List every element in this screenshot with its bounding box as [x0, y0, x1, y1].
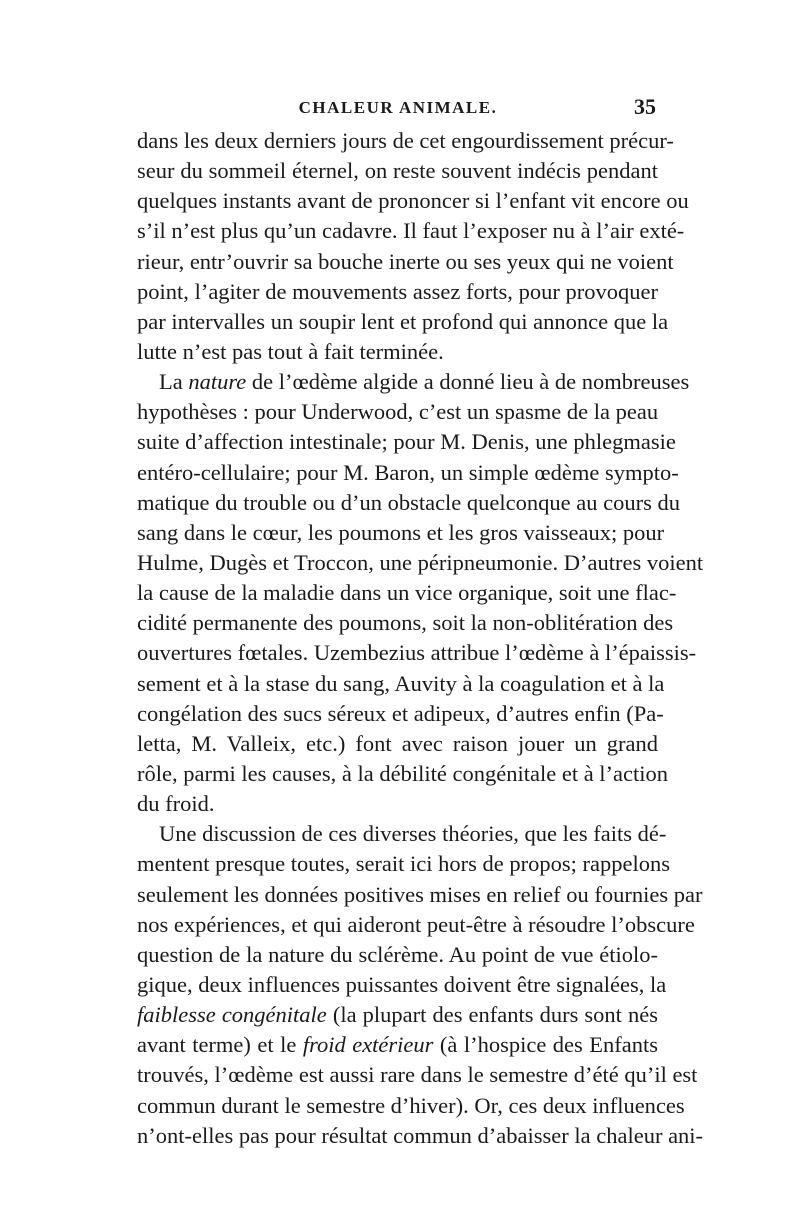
text-line: par intervalles un soupir lent et profond qui annonce que la — [137, 308, 669, 334]
running-title: CHALEUR ANIMALE. — [298, 98, 498, 117]
paragraph-2 — [137, 367, 704, 819]
text-line: ouvertures fœtales. Uzembezius attribue l’œdème à l’épaissis- — [137, 640, 697, 666]
text-line: n’ont-elles pas pour résultat commun d’abaisser la chaleur ani- — [137, 1122, 704, 1148]
text-line: dans les deux derniers jours de cet engourdissement précur- — [137, 128, 674, 153]
text-run: avant terme) et le — [137, 1032, 303, 1058]
text-line: letta, M. Valleix, etc.) font avec raison jouer un grand — [137, 730, 658, 756]
page-number: 35 — [634, 94, 656, 119]
text-line: matique du trouble ou d’un obstacle quelconque au cours du — [137, 489, 680, 515]
text-run: (la plupart des enfants durs sont nés — [326, 1002, 658, 1028]
text-line: trouvés, l’œdème est aussi rare dans le semestre d’été qu’il est — [137, 1062, 698, 1088]
text-line: congélation des sucs séreux et adipeux, d’autres enfin (Pa- — [137, 700, 664, 726]
emphasis-faiblesse: faiblesse congénitale — [137, 1002, 327, 1028]
text-line: suite d’affection intestinale; pour M. Denis, une phlegmasie — [137, 429, 676, 455]
emphasis-nature: nature — [188, 369, 247, 395]
body-text — [137, 126, 704, 1151]
text-line: s’il n’est plus qu’un cadavre. Il faut l’exposer nu à l’air exté- — [137, 218, 685, 244]
text-line: rieur, entr’ouvrir sa bouche inerte ou ses yeux qui ne voient — [137, 248, 674, 274]
text-line: question de la nature du sclérème. Au point de vue étiolo- — [137, 941, 658, 967]
text-line: entéro-cellulaire; pour M. Baron, un simple œdème sympto- — [137, 459, 679, 485]
text-line — [137, 1030, 658, 1060]
text-line: lutte n’est pas tout à fait terminée. — [137, 338, 444, 364]
text-line: cidité permanente des poumons, soit la non-oblitération des — [137, 610, 674, 636]
text-line: sement et à la stase du sang, Auvity à la coagulation et à la — [137, 670, 665, 696]
text-run: (à l’hospice des Enfants — [433, 1032, 658, 1058]
text-line: mentent presque toutes, serait ici hors de propos; rappelons — [137, 851, 670, 877]
text-line: Hulme, Dugès et Troccon, une péripneumonie. D’autres voient — [137, 549, 704, 575]
text-line: la cause de la maladie dans un vice organique, soit une flac- — [137, 580, 677, 606]
text-line: Une discussion de ces diverses théories, que les faits dé- — [159, 821, 667, 847]
text-run: La — [159, 369, 189, 395]
text-line — [137, 1000, 658, 1030]
text-line: hypothèses : pour Underwood, c’est un spasme de la peau — [137, 399, 659, 425]
text-line: commun durant le semestre d’hiver). Or, ces deux influences — [137, 1092, 685, 1118]
text-line: point, l’agiter de mouvements assez forts, pour provoquer — [137, 278, 658, 304]
text-run: de l’œdème algide a donné lieu à de nombreuses — [246, 369, 690, 395]
text-line: du froid. — [137, 791, 215, 817]
text-line: seulement les données positives mises en relief ou fournies par — [137, 881, 703, 907]
page-header — [140, 94, 656, 128]
paragraph-1 — [137, 126, 689, 367]
text-line: quelques instants avant de prononcer si l’enfant vit encore ou — [137, 188, 689, 214]
emphasis-froid: froid extérieur — [302, 1032, 434, 1058]
paragraph-3 — [137, 819, 704, 1151]
text-line: nos expériences, et qui aideront peut-être à résoudre l’obscure — [137, 911, 695, 937]
text-line: sang dans le cœur, les poumons et les gros vaisseaux; pour — [137, 519, 665, 545]
text-line: rôle, parmi les causes, à la débilité congénitale et à l’action — [137, 760, 669, 786]
text-line: seur du sommeil éternel, on reste souvent indécis pendant — [137, 158, 658, 184]
text-line: gique, deux influences puissantes doivent être signalées, la — [137, 971, 667, 997]
text-line — [137, 367, 690, 397]
